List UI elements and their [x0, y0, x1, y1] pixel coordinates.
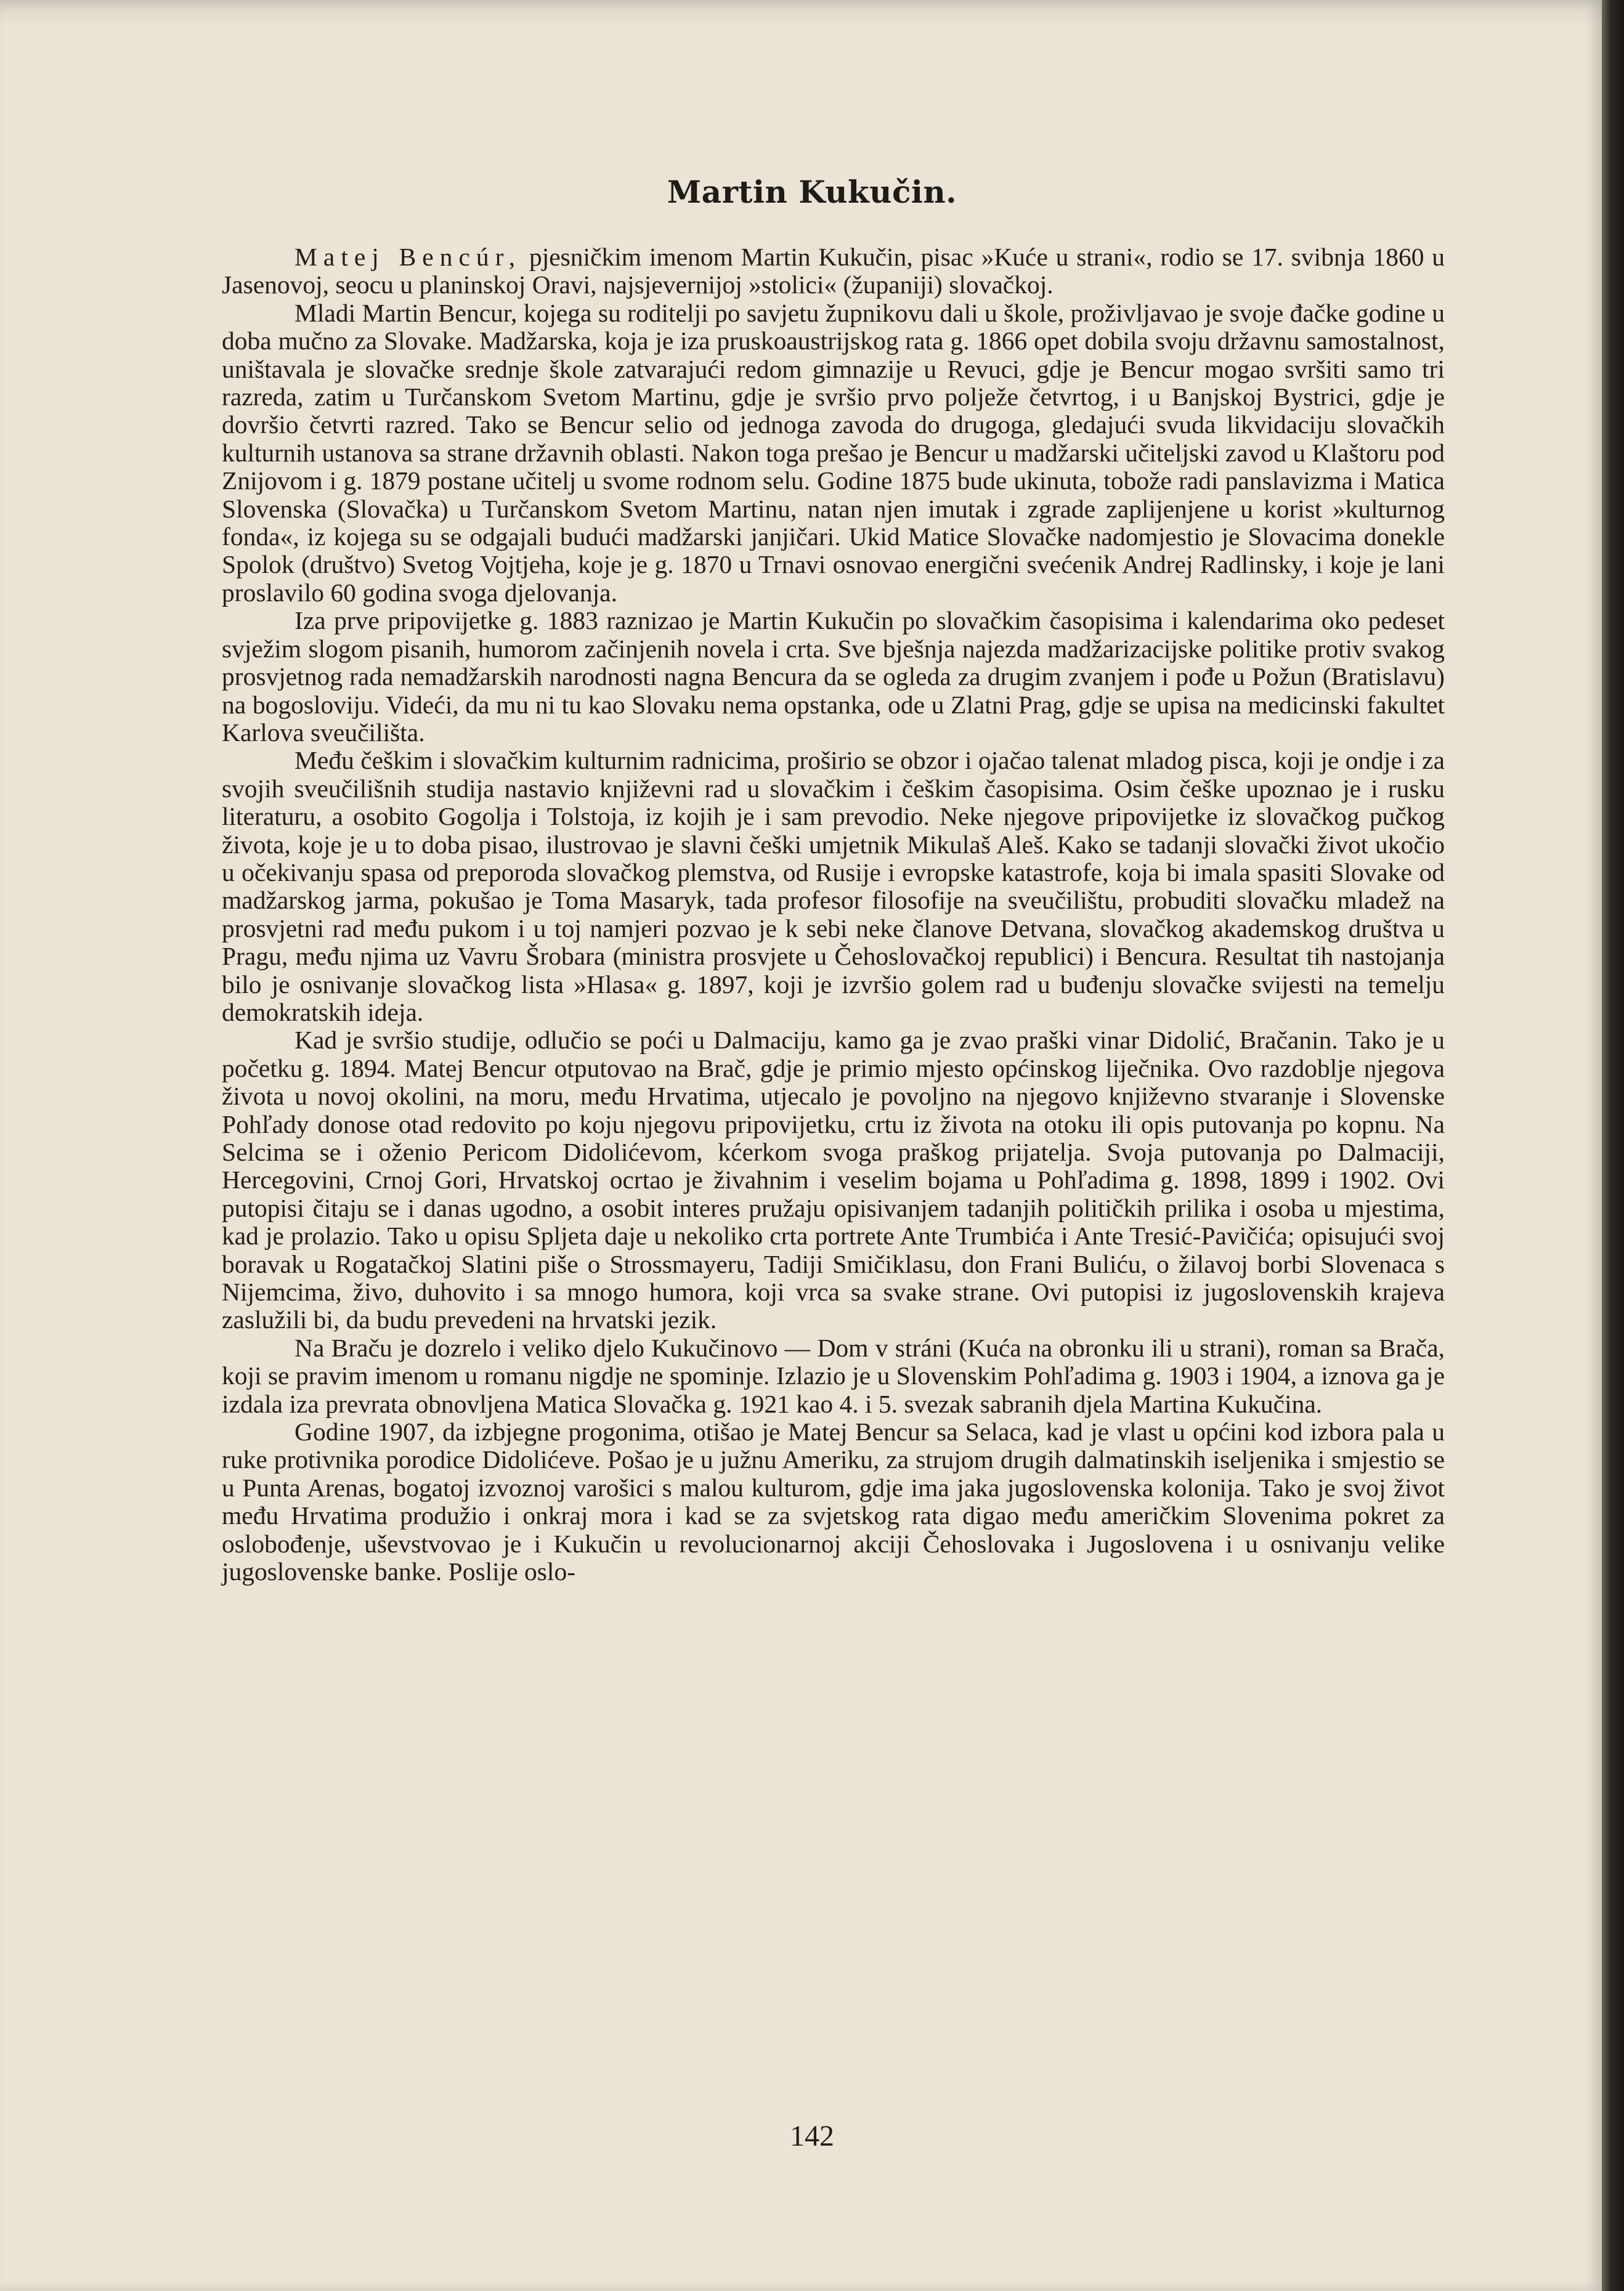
page-number: 142: [790, 2120, 834, 2152]
paragraph-1: [222, 243, 1445, 299]
paragraph-text: pjesničkim imenom Martin Kukučin, pisac »Kuće u strani«, rodio se 17. svibnja 1860 u Jasenovoj, seocu u planinskoj Oravi, najsjevernijoj »stolici« (županiji) slovačkoj.: [222, 243, 1445, 299]
paragraph-5: Kad je svršio studije, odlučio se poći u Dalmaciju, kamo ga je zvao praški vinar Didolić, Bračanin. Tako je u početku g. 1894. Matej Bencur otputovao na Brač, gdje je primio mjesto općinskog liječnika. Ovo razdoblje njegova života u novoj okolini, na moru, među Hrvatima, utjecalo je povoljno na njegovo književno stvaranje i Slovenske Pohľady donose otad redovito po koju njegovu pripovijetku, crtu iz života na otoku ili opis putovanja po kopnu. Na Selcima se i oženio Pericom Didolićevom, kćerkom svoga praškog prijatelja. Svoja putovanja po Dalmaciji, Hercegovini, Crnoj Gori, Hrvatskoj ocrtao je živahnim i veselim bojama u Pohľadima g. 1898, 1899 i 1902. Ovi putopisi čitaju se i danas ugodno, a osobit interes pružaju opisivanjem tadanjih političkih prilika i osoba u mjestima, kad je prolazio. Tako u opisu Spljeta daje u nekoliko crta portrete Ante Trumbića i Ante Tresić-Pavičića; opisujući svoj boravak u Rogatačkoj Slatini piše o Strossmayeru, Tadiji Smičiklasu, don Frani Buliću, o žilavoj borbi Slovenaca s Nijemcima, živo, duhovito i sa mnogo humora, koji vrca sa svake strane. Ovi putopisi iz jugoslovenskih krajeva zaslužili bi, da budu prevedeni na hrvatski jezik.: [222, 1026, 1445, 1334]
paragraph-4: Među češkim i slovačkim kulturnim radnicima, proširio se obzor i ojačao talenat mladog pisca, koji je ondje i za svojih sveučilišnih studija nastavio književni rad u slovačkim i češkim časopisima. Osim češke upoznao je i rusku literaturu, a osobito Gogolja i Tolstoja, iz kojih je i sam prevodio. Neke njegove pripovijetke iz slovačkog pučkog života, koje je u to doba pisao, ilustrovao je slavni češki umjetnik Mikulaš Aleš. Kako se tadanji slovački život ukočio u očekivanju spasa od preporoda slovačkog plemstva, od Rusije i evropske katastrofe, koja bi imala spasiti Slovake od madžarskog jarma, pokušao je Toma Masaryk, tada profesor filosofije na sveučilištu, probuditi slovačku mladež na prosvjetni rad među pukom i u toj namjeri pozvao je k sebi neke članove Detvana, slovačkog akademskog društva u Pragu, među njima uz Vavru Šrobara (ministra prosvjete u Čehoslovačkoj republici) i Bencura. Resultat tih nastojanja bilo je osnivanje slovačkog lista »Hlasa« g. 1897, koji je izvršio golem rad u buđenju slovačke svijesti na temelju demokratskih ideja.: [222, 746, 1445, 1026]
lead-name: Matej Bencúr,: [294, 243, 522, 271]
paragraph-6: Na Braču je dozrelo i veliko djelo Kukučinovo — Dom v stráni (Kuća na obronku ili u strani), roman sa Brača, koji se pravim imenom u romanu nigdje ne spominje. Izlazio je u Slovenskim Pohľadima g. 1903 i 1904, a iznova ga je izdala iza prevrata obnovljena Matica Slovačka g. 1921 kao 4. i 5. svezak sabranih djela Martina Kukučina.: [222, 1333, 1445, 1418]
paragraph-3: Iza prve pripovijetke g. 1883 raznizao je Martin Kukučin po slovačkim časopisima i kalendarima oko pedeset svježim slogom pisanih, humorom začinjenih novela i crta. Sve bješnja najezda madžarizacijske politike protiv svakog prosvjetnog rada nemadžarskih narodnosti nagna Bencura da se ogleda za drugim zvanjem i pođe u Požun (Bratislavu) na bogosloviju. Videći, da mu ni tu kao Slovaku nema opstanka, ode u Zlatni Prag, gdje se upisa na medicinski fakultet Karlova sveučilišta.: [222, 606, 1445, 747]
paragraph-7: Godine 1907, da izbjegne progonima, otišao je Matej Bencur sa Selaca, kad je vlast u općini kod izbora pala u ruke protivnika porodice Didolićeve. Pošao je u južnu Ameriku, za strujom drugih dalmatinskih iseljenika i smjestio se u Punta Arenas, bogatoj izvoznoj varošici s malou kulturom, gdje ima jaka jugoslovenska kolonija. Tako je svoj život među Hrvatima produžio i onkraj mora i kad se za svjetskog rata digao među američkim Slovenima pokret za oslobođenje, uševstvovao je i Kukučin u revolucionarnoj akciji Čehoslovaka i Jugoslovena i u osnivanju velike jugoslovenske banke. Poslije oslo-: [222, 1417, 1445, 1586]
article-body: [222, 243, 1445, 1586]
book-spine-edge: [1602, 0, 1624, 2291]
article-title: Martin Kukučin.: [667, 174, 957, 210]
page-shadow: [0, 0, 1602, 25]
paragraph-2: Mladi Martin Bencur, kojega su roditelji po savjetu župnikovu dali u škole, proživljavao je svoje đačke godine u doba mučno za Slovake. Madžarska, koja je iza pruskoaustrijskog rata g. 1866 opet dobila svoju državnu samostalnost, uništavala je slovačke srednje škole zatvarajući redom gimnazije u Revuci, gdje je Bencur mogao svršiti samo tri razreda, zatim u Turčanskom Svetom Martinu, gdje je svršio prvo polježe četvrtog, i u Banjskoj Bystrici, gdje je dovršio četvrti razred. Tako se Bencur selio od jednoga zavoda do drugoga, gledajući svuda likvidaciju slovačkih kulturnih ustanova sa strane državnih oblasti. Nakon toga prešao je Bencur u madžarski učiteljski zavod u Klaštoru pod Znijovom i g. 1879 postane učitelj u svome rodnom selu. Godine 1875 bude ukinuta, tobože radi panslavizma i Matica Slovenska (Slovačka) u Turčanskom Svetom Martinu, natan njen imutak i zgrade zaplijenjene u korist »kulturnog fonda«, iz kojega su se odgajali budući madžarski janjičari. Ukid Matice Slovačke nadomjestio je Slovacima donekle Spolok (društvo) Svetog Vojtjeha, koje je g. 1870 u Trnavi osnovao energični svećenik Andrej Radlinsky, i koje je lani proslavilo 60 godina svoga djelovanja.: [222, 298, 1445, 607]
